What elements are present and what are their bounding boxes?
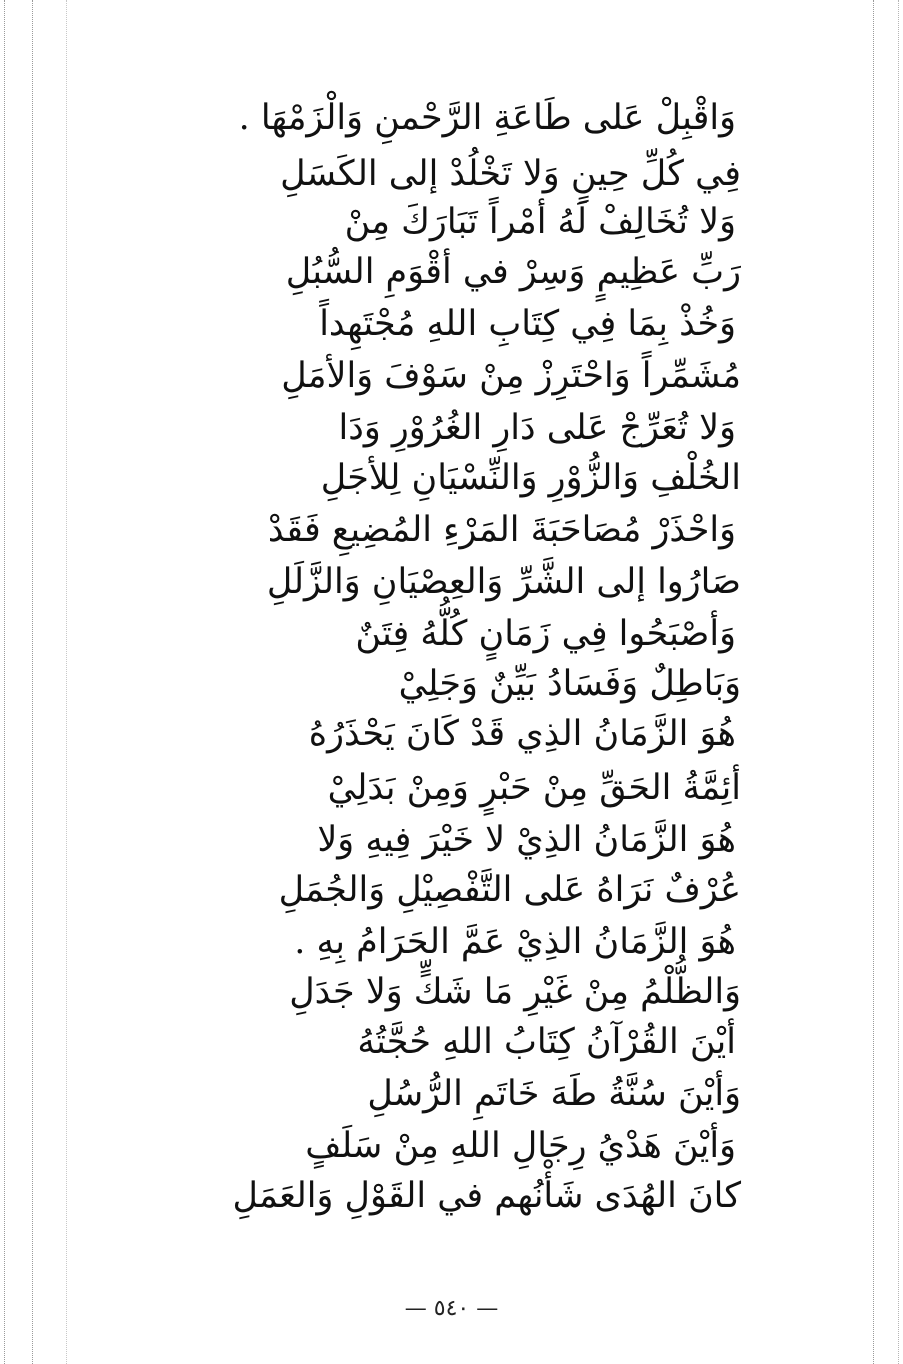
poem-line: صَارُوا إلى الشَّرِّ وَالعِصْيَانِ وَالزَّلَلِ: [266, 562, 741, 602]
poem-line: فِي كُلِّ حِينٍ وَلا تَخْلُدْ إلى الكَسَلِ: [280, 154, 741, 194]
poem-line: الخُلْفِ وَالزُّوْرِ وَالنِّسْيَانِ لِلأجَلِ: [320, 458, 741, 498]
poem-line: وَأصْبَحُوا فِي زَمَانٍ كُلُّهُ فِتَنٌ: [355, 614, 736, 654]
poem-line: وَاحْذَرْ مُصَاحَبَةَ المَرْءِ المُضِيعِ فَقَدْ: [267, 510, 736, 550]
poem-line: أيْنَ القُرْآنُ كِتَابُ اللهِ حُجَّتُهُ: [357, 1022, 736, 1062]
poem-line: مُشَمِّراً وَاحْتَرِزْ مِنْ سَوْفَ وَالأمَلِ: [281, 356, 741, 396]
poem-line: رَبِّ عَظِيمٍ وَسِرْ في أقْوَمِ السُّبُلِ: [285, 252, 741, 292]
poem-line: هُوَ الزَّمَانُ الذِيْ عَمَّ الحَرَامُ بِهِ .: [294, 922, 736, 962]
poem-line: وَأيْنَ سُنَّةُ طَهَ خَاتَمِ الرُّسُلِ: [367, 1074, 741, 1114]
poem-line: كانَ الهُدَى شَأْنُهم في القَوْلِ وَالعَمَلِ: [232, 1176, 741, 1216]
poem-line: وَبَاطِلٌ وَفَسَادُ بَيِّنٌ وَجَلِيْ: [398, 664, 741, 704]
poem-line: وَالظُّلْمُ مِنْ غَيْرِ مَا شَكٍّ وَلا جَدَلِ: [289, 972, 741, 1012]
poem-line: وَأيْنَ هَدْيُ رِجَالِ اللهِ مِنْ سَلَفٍ: [305, 1126, 736, 1166]
poem-line: وَلا تُعَرِّجْ عَلى دَارِ الغُرُوْرِ وَدَا: [338, 408, 736, 448]
poem-line: وَاقْبِلْ عَلى طَاعَةِ الرَّحْمنِ وَالْزَمْهَا .: [238, 98, 736, 138]
page-number: — ٥٤٠ —: [404, 1296, 499, 1321]
poem-line: هُوَ الزَّمَانُ الذِي قَدْ كَانَ يَحْذَرُهُ: [308, 714, 736, 754]
poem-line: هُوَ الزَّمَانُ الذِيْ لا خَيْرَ فِيهِ وَلا: [317, 820, 736, 860]
poem-line: وَلا تُخَالِفْ لَهُ أمْراً تَبَارَكَ مِنْ: [344, 202, 736, 242]
poem-line: أئِمَّةُ الحَقِّ مِنْ حَبْرٍ وَمِنْ بَدَلِيْ: [327, 768, 741, 808]
poem-line: وَخُذْ بِمَا فِي كِتَابِ اللهِ مُجْتَهِداً: [319, 304, 736, 344]
poem-line: عُرْفٌ نَرَاهُ عَلى التَّفْصِيْلِ وَالجُمَلِ: [278, 870, 741, 910]
